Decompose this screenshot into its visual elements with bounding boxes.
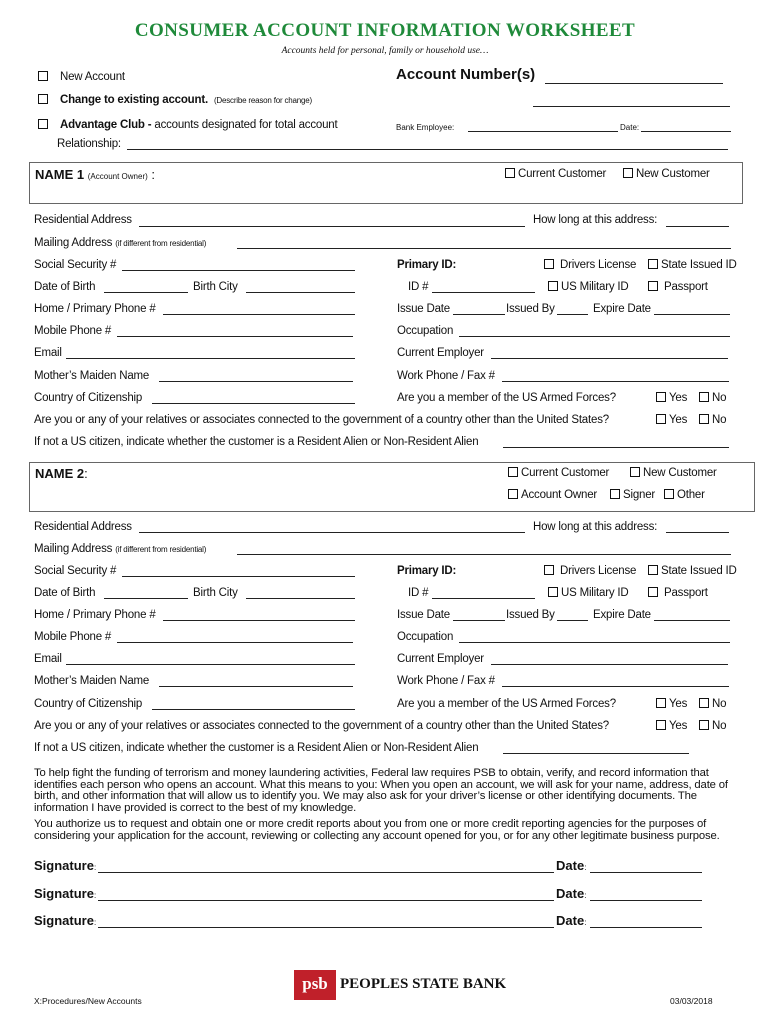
mobile-phone-field[interactable]: [117, 336, 353, 337]
checkbox-icon[interactable]: [544, 259, 554, 269]
expire-date-label: Expire Date: [593, 303, 651, 315]
signature-colon: :: [93, 863, 97, 872]
id-num-label: ID #: [408, 281, 429, 293]
name1-heading: NAME 1: [35, 167, 85, 182]
checkbox-icon[interactable]: [656, 414, 666, 424]
checkbox-icon[interactable]: [544, 565, 554, 575]
checkbox-icon[interactable]: [699, 720, 709, 730]
occupation-label-2: Occupation: [397, 631, 454, 643]
account-number-field-2[interactable]: [533, 106, 730, 107]
citizenship-label: Country of Citizenship: [34, 392, 143, 404]
work-phone-field-2[interactable]: [502, 686, 729, 687]
id-num-field-2[interactable]: [432, 598, 535, 599]
bank-employee-label: Bank Employee:: [396, 123, 455, 132]
name2-current-customer[interactable]: [508, 467, 609, 479]
signature-label-1: [34, 858, 96, 873]
new-customer-label: New Customer: [636, 168, 710, 180]
email-field-2[interactable]: [66, 664, 355, 665]
name2-signer[interactable]: [610, 489, 655, 501]
checkbox-icon[interactable]: [656, 720, 666, 730]
advantage-club-label: Advantage Club -: [60, 119, 152, 131]
signature-word: Signature: [34, 886, 94, 901]
relationship-label: Relationship:: [57, 138, 121, 150]
ssn-field-2[interactable]: [122, 576, 355, 577]
name1-current-customer[interactable]: [505, 168, 606, 180]
mobile-phone-label: Mobile Phone #: [34, 325, 112, 337]
expire-date-label-2: Expire Date: [593, 609, 651, 621]
birth-city-label-2: Birth City: [193, 587, 238, 599]
page-title: CONSUMER ACCOUNT INFORMATION WORKSHEET: [134, 20, 636, 41]
state-id-label: State Issued ID: [661, 565, 737, 577]
govt-connection-no-2[interactable]: [699, 720, 726, 732]
residential-address-label: Residential Address: [34, 214, 132, 226]
checkbox-icon[interactable]: [508, 467, 518, 477]
mailing-address-label-group: [34, 237, 206, 249]
state-id-label: State Issued ID: [661, 259, 737, 271]
checkbox-icon[interactable]: [548, 587, 558, 597]
issued-by-field-2[interactable]: [557, 620, 588, 621]
residential-address-field-2[interactable]: [139, 532, 525, 533]
bank-employee-field[interactable]: [468, 131, 618, 132]
form-date: 03/03/2018: [670, 996, 713, 1006]
dob-label-2: Date of Birth: [34, 587, 96, 599]
change-existing-option[interactable]: [38, 94, 312, 106]
checkbox-icon[interactable]: [548, 281, 558, 291]
how-long-field[interactable]: [666, 226, 729, 227]
military-id-label: US Military ID: [561, 587, 629, 599]
current-employer-field[interactable]: [491, 358, 728, 359]
issued-by-label: Issued By: [506, 303, 555, 315]
armed-forces-label-2: Are you a member of the US Armed Forces?: [397, 698, 616, 710]
checkbox-icon[interactable]: [630, 467, 640, 477]
armed-forces-no[interactable]: [699, 392, 726, 404]
signature-field-3[interactable]: [98, 927, 554, 928]
date-label-sig-3: [556, 913, 586, 928]
name2-colon: :: [84, 466, 88, 481]
id-num-label-2: ID #: [408, 587, 429, 599]
signature-label-2: [34, 886, 96, 901]
date-colon: :: [584, 863, 587, 872]
mailing-address-label: Mailing Address: [34, 543, 113, 555]
signature-field-2[interactable]: [98, 900, 554, 901]
govt-connection-label-2: Are you or any of your relatives or associates connected to the government of a country other than the United States?: [34, 720, 609, 732]
mobile-phone-field-2[interactable]: [117, 642, 353, 643]
name1-colon: :: [151, 167, 156, 182]
passport-option[interactable]: [648, 281, 708, 293]
non-citizen-label: If not a US citizen, indicate whether the customer is a Resident Alien or Non-Resident Alien: [34, 436, 479, 448]
how-long-label: How long at this address:: [533, 214, 658, 226]
drivers-license-option[interactable]: [544, 259, 636, 271]
signer-label: Signer: [623, 489, 656, 501]
signature-field-1[interactable]: [98, 872, 554, 873]
primary-id-label-2: Primary ID:: [397, 565, 457, 577]
non-citizen-field[interactable]: [503, 447, 729, 448]
checkbox-icon[interactable]: [699, 698, 709, 708]
issue-date-field[interactable]: [453, 314, 505, 315]
page-subtitle: Accounts held for personal, family or household use…: [281, 46, 489, 56]
checkbox-icon[interactable]: [699, 414, 709, 424]
mothers-maiden-label: Mother’s Maiden Name: [34, 370, 150, 382]
mailing-address-field[interactable]: [237, 248, 731, 249]
date-word: Date: [556, 913, 585, 928]
mothers-maiden-field-2[interactable]: [159, 686, 353, 687]
armed-forces-no-2[interactable]: [699, 698, 726, 710]
date-word: Date: [556, 886, 585, 901]
date-colon: :: [584, 891, 587, 900]
passport-option-2[interactable]: [648, 587, 708, 599]
current-employer-field-2[interactable]: [491, 664, 728, 665]
checkbox-icon[interactable]: [699, 392, 709, 402]
govt-connection-no[interactable]: [699, 414, 726, 426]
yes-label: Yes: [669, 392, 688, 404]
checkbox-icon[interactable]: [38, 71, 48, 81]
date-label-sig-1: [556, 858, 586, 873]
mothers-maiden-field[interactable]: [159, 381, 353, 382]
signature-colon: :: [93, 891, 97, 900]
relationship-field[interactable]: [127, 149, 728, 150]
yes-label: Yes: [669, 414, 688, 426]
new-account-label: New Account: [60, 71, 125, 83]
advantage-club-desc: accounts designated for total account: [154, 119, 338, 131]
residential-address-label-2: Residential Address: [34, 521, 132, 533]
signature-label-3: [34, 913, 96, 928]
ssn-label: Social Security #: [34, 259, 117, 271]
ssn-label-2: Social Security #: [34, 565, 117, 577]
home-phone-label-2: Home / Primary Phone #: [34, 609, 156, 621]
military-id-label: US Military ID: [561, 281, 629, 293]
home-phone-field[interactable]: [163, 314, 355, 315]
date-colon: :: [584, 918, 587, 927]
birth-city-field-2[interactable]: [246, 598, 355, 599]
non-citizen-field-2[interactable]: [503, 753, 689, 754]
issued-by-field[interactable]: [557, 314, 588, 315]
current-employer-label: Current Employer: [397, 347, 484, 359]
current-customer-label: Current Customer: [521, 467, 610, 479]
birth-city-label: Birth City: [193, 281, 238, 293]
mailing-address-field-2[interactable]: [237, 554, 731, 555]
issue-date-label: Issue Date: [397, 303, 450, 315]
dob-field[interactable]: [104, 292, 188, 293]
work-phone-label-2: Work Phone / Fax #: [397, 675, 495, 687]
name1-new-customer[interactable]: [623, 168, 710, 180]
date-word: Date: [556, 858, 585, 873]
no-label: No: [712, 392, 727, 404]
name1-owner-note: (Account Owner): [87, 172, 148, 181]
checkbox-icon[interactable]: [656, 392, 666, 402]
govt-connection-yes[interactable]: [656, 414, 687, 426]
date-field-sig-2[interactable]: [590, 900, 702, 901]
email-label-2: Email: [34, 653, 62, 665]
advantage-club-option[interactable]: [38, 119, 338, 131]
id-num-field[interactable]: [432, 292, 535, 293]
date-field-sig-3[interactable]: [590, 927, 702, 928]
dob-field-2[interactable]: [104, 598, 188, 599]
issue-date-label-2: Issue Date: [397, 609, 450, 621]
armed-forces-label: Are you a member of the US Armed Forces?: [397, 392, 616, 404]
current-employer-label-2: Current Employer: [397, 653, 484, 665]
name2-heading-group: [35, 466, 88, 481]
new-account-option[interactable]: [38, 71, 125, 83]
work-phone-field[interactable]: [502, 381, 729, 382]
date-field[interactable]: [641, 131, 731, 132]
checkbox-icon[interactable]: [664, 489, 674, 499]
occupation-label: Occupation: [397, 325, 454, 337]
no-label: No: [712, 720, 727, 732]
credit-report-authorization: You authorize us to request and obtain one or more credit reports about you from one or more credit reporting agencies for the purposes of considering your application for the account, reviewing or collecting any account opened for you, or for any other legitimate business purpose.: [34, 818, 720, 842]
expire-date-field[interactable]: [654, 314, 730, 315]
passport-label: Passport: [664, 587, 708, 599]
occupation-field-2[interactable]: [459, 642, 730, 643]
account-number-field[interactable]: [545, 83, 723, 84]
checkbox-icon[interactable]: [38, 119, 48, 129]
checkbox-icon[interactable]: [648, 587, 658, 597]
govt-connection-label: Are you or any of your relatives or associates connected to the government of a country other than the United States?: [34, 414, 609, 426]
email-field[interactable]: [66, 358, 355, 359]
change-existing-label: Change to existing account.: [60, 94, 208, 106]
procedures-path: X:Procedures/New Accounts: [34, 996, 142, 1006]
checkbox-icon[interactable]: [505, 168, 515, 178]
issued-by-label-2: Issued By: [506, 609, 555, 621]
checkbox-icon[interactable]: [508, 489, 518, 499]
new-customer-label: New Customer: [643, 467, 717, 479]
checkbox-icon[interactable]: [648, 281, 658, 291]
name2-new-customer[interactable]: [630, 467, 717, 479]
residential-address-field[interactable]: [139, 226, 525, 227]
state-id-option-2[interactable]: [648, 565, 737, 577]
name2-heading: NAME 2: [35, 466, 85, 481]
name1-heading-group: [35, 167, 155, 182]
non-citizen-label-2: If not a US citizen, indicate whether the customer is a Resident Alien or Non-Resident Alien: [34, 742, 479, 754]
citizenship-label-2: Country of Citizenship: [34, 698, 143, 710]
checkbox-icon[interactable]: [656, 698, 666, 708]
occupation-field[interactable]: [459, 336, 730, 337]
how-long-field-2[interactable]: [666, 532, 729, 533]
current-customer-label: Current Customer: [518, 168, 607, 180]
no-label: No: [712, 414, 727, 426]
mailing-address-label-group-2: [34, 543, 206, 555]
name2-account-owner[interactable]: [508, 489, 597, 501]
work-phone-label: Work Phone / Fax #: [397, 370, 495, 382]
psb-logo-icon: psb: [294, 970, 336, 1000]
signature-word: Signature: [34, 913, 94, 928]
checkbox-icon[interactable]: [610, 489, 620, 499]
name2-other[interactable]: [664, 489, 705, 501]
armed-forces-yes[interactable]: [656, 392, 687, 404]
military-id-option[interactable]: [548, 281, 628, 293]
drivers-license-label: Drivers License: [560, 565, 637, 577]
govt-connection-yes-2[interactable]: [656, 720, 687, 732]
date-label: Date:: [620, 123, 640, 132]
checkbox-icon[interactable]: [38, 94, 48, 104]
passport-label: Passport: [664, 281, 708, 293]
issue-date-field-2[interactable]: [453, 620, 505, 621]
mothers-maiden-label-2: Mother’s Maiden Name: [34, 675, 150, 687]
primary-id-label: Primary ID:: [397, 259, 457, 271]
account-number-label: Account Number(s): [396, 66, 536, 83]
mailing-address-label: Mailing Address: [34, 237, 113, 249]
patriot-act-disclosure: To help fight the funding of terrorism and money laundering activities, Federal law requires PSB to obtain, verify, and record information that identifies each person who opens an account. What this means to you: When you open an account, we will ask for your name, address, date of birth, and other information that will allow us to identify you. We may also ask for your driver’s license or other identifying documents. The information I have provided is correct to the best of my knowledge.: [34, 767, 728, 814]
checkbox-icon[interactable]: [623, 168, 633, 178]
yes-label: Yes: [669, 698, 688, 710]
signature-word: Signature: [34, 858, 94, 873]
armed-forces-yes-2[interactable]: [656, 698, 687, 710]
checkbox-icon[interactable]: [648, 565, 658, 575]
home-phone-label: Home / Primary Phone #: [34, 303, 156, 315]
if-different-note: (if different from residential): [115, 545, 207, 554]
state-id-option[interactable]: [648, 259, 737, 271]
ssn-field[interactable]: [122, 270, 355, 271]
mobile-phone-label-2: Mobile Phone #: [34, 631, 112, 643]
signature-colon: :: [93, 918, 97, 927]
email-label: Email: [34, 347, 62, 359]
other-label: Other: [677, 489, 705, 501]
citizenship-field[interactable]: [152, 403, 355, 404]
military-id-option-2[interactable]: [548, 587, 628, 599]
date-label-sig-2: [556, 886, 586, 901]
expire-date-field-2[interactable]: [654, 620, 730, 621]
drivers-license-label: Drivers License: [560, 259, 637, 271]
yes-label: Yes: [669, 720, 688, 732]
drivers-license-option-2[interactable]: [544, 565, 636, 577]
if-different-note: (if different from residential): [115, 239, 207, 248]
date-field-sig-1[interactable]: [590, 872, 702, 873]
checkbox-icon[interactable]: [648, 259, 658, 269]
describe-reason-note: (Describe reason for change): [213, 96, 312, 105]
citizenship-field-2[interactable]: [152, 709, 355, 710]
birth-city-field[interactable]: [246, 292, 355, 293]
dob-label: Date of Birth: [34, 281, 96, 293]
how-long-label-2: How long at this address:: [533, 521, 658, 533]
bank-name: PEOPLES STATE BANK: [340, 976, 507, 992]
home-phone-field-2[interactable]: [163, 620, 355, 621]
account-owner-label: Account Owner: [521, 489, 598, 501]
no-label: No: [712, 698, 727, 710]
